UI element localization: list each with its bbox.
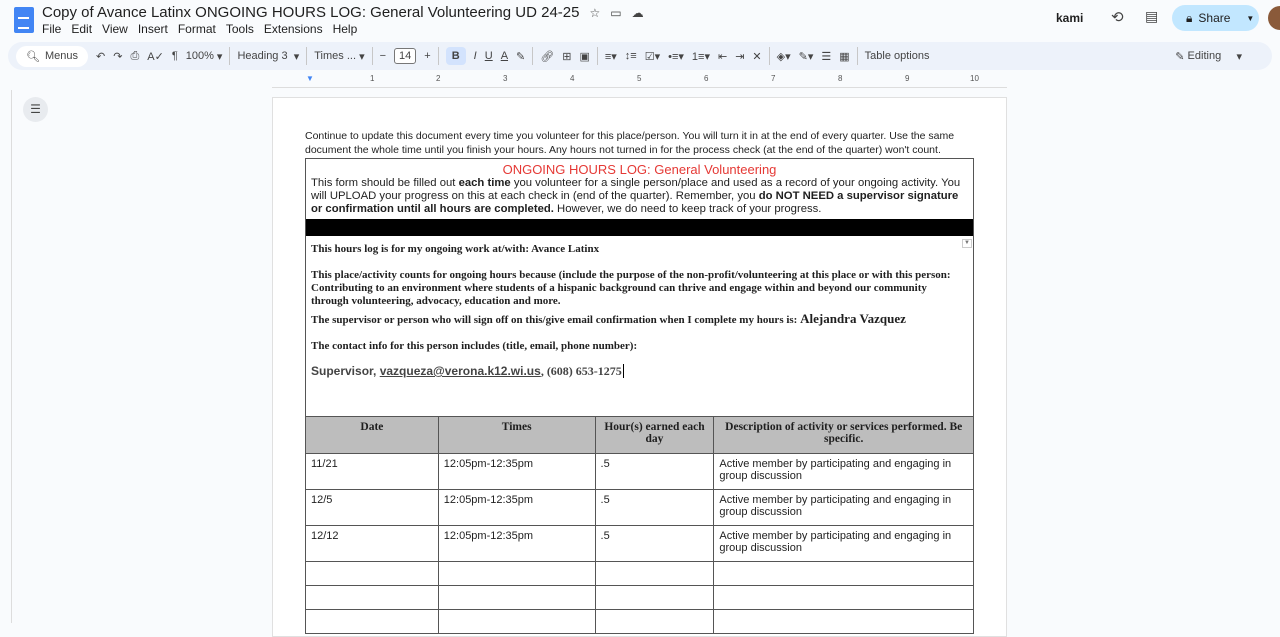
cell-description[interactable]: Active member by participating and engaging in group discussion bbox=[714, 454, 974, 490]
text: However, we do need to keep track of your progress. bbox=[553, 203, 822, 215]
increase-indent-icon[interactable]: ⇥ bbox=[735, 50, 745, 63]
header-times: Times bbox=[438, 417, 595, 454]
cell-empty[interactable] bbox=[595, 610, 714, 634]
underline-button[interactable]: U bbox=[484, 50, 493, 62]
text-color-button[interactable]: A bbox=[500, 50, 509, 62]
star-icon[interactable]: ☆ bbox=[589, 5, 601, 20]
cell-times[interactable]: 12:05pm-12:35pm bbox=[438, 490, 595, 526]
contact-info bbox=[306, 364, 973, 379]
menu-insert[interactable]: Insert bbox=[137, 22, 168, 36]
search-menus[interactable] bbox=[16, 46, 88, 67]
align-icon[interactable]: ≡▾ bbox=[604, 50, 617, 63]
cell-hours[interactable]: .5 bbox=[595, 490, 714, 526]
table-row-empty bbox=[306, 562, 974, 586]
cell-empty[interactable] bbox=[714, 610, 974, 634]
link-icon[interactable]: 🔗︎ bbox=[540, 50, 555, 63]
border-dash-icon[interactable]: ▦ bbox=[839, 50, 850, 63]
style-value: Heading 3 bbox=[237, 50, 288, 62]
cell-date[interactable]: 12/12 bbox=[306, 526, 439, 562]
ruler-tick: 8 bbox=[838, 74, 843, 83]
table-row bbox=[306, 490, 974, 526]
print-icon[interactable]: ⎙ bbox=[130, 49, 140, 62]
supervisor-name: Alejandra Vazquez bbox=[800, 311, 906, 326]
ruler-tick: 3 bbox=[503, 74, 508, 83]
border-color-icon[interactable]: ✎▾ bbox=[798, 50, 814, 63]
header-date: Date bbox=[306, 417, 439, 454]
share-dropdown-icon[interactable]: ▼ bbox=[1246, 13, 1255, 23]
menu-bar bbox=[42, 22, 367, 36]
search-icon: 🔍︎ bbox=[26, 50, 40, 63]
border-width-icon[interactable]: ☰ bbox=[821, 50, 832, 63]
decrease-font-size-button[interactable]: − bbox=[379, 50, 387, 62]
document-title[interactable]: Copy of Avance Latinx ONGOING HOURS LOG: General Volunteering UD 24-25 bbox=[42, 4, 580, 21]
indent-marker-icon[interactable]: ▼ bbox=[306, 74, 314, 83]
table-header-row bbox=[306, 417, 974, 454]
comment-add-icon[interactable]: ⊞ bbox=[562, 50, 572, 63]
divider-bar bbox=[306, 219, 973, 236]
version-history-icon[interactable]: ⟲ bbox=[1111, 9, 1124, 26]
cell-empty[interactable] bbox=[714, 562, 974, 586]
move-folder-icon[interactable]: ▭ bbox=[610, 5, 622, 20]
share-button[interactable] bbox=[1172, 5, 1259, 31]
editing-mode-select[interactable]: ✎ Editing ▾ bbox=[1175, 50, 1242, 63]
document-body bbox=[305, 158, 974, 634]
pencil-icon: ✎ bbox=[1175, 50, 1188, 63]
table-row-empty bbox=[306, 610, 974, 634]
cell-empty[interactable] bbox=[438, 610, 595, 634]
title-row bbox=[42, 4, 644, 21]
cell-times[interactable]: 12:05pm-12:35pm bbox=[438, 454, 595, 490]
contact-email-link[interactable]: vazqueza@verona.k12.wi.us bbox=[379, 364, 541, 378]
cell-empty[interactable] bbox=[306, 562, 439, 586]
menu-file[interactable]: File bbox=[42, 22, 62, 36]
zoom-select[interactable]: 100% ▾ bbox=[185, 50, 223, 63]
table-row bbox=[306, 454, 974, 490]
cell-date[interactable]: 11/21 bbox=[306, 454, 439, 490]
docs-logo-icon[interactable] bbox=[14, 7, 34, 33]
ruler-tick: 4 bbox=[570, 74, 575, 83]
menu-format[interactable]: Format bbox=[177, 22, 216, 36]
spellcheck-icon[interactable]: A✓ bbox=[147, 50, 164, 63]
clear-formatting-icon[interactable]: ✕ bbox=[752, 50, 762, 63]
contact-phone: , (608) 653-1275 bbox=[540, 364, 622, 378]
cell-empty[interactable] bbox=[306, 610, 439, 634]
info-box bbox=[305, 158, 974, 417]
mode-value: Editing bbox=[1187, 50, 1222, 62]
table-options-button[interactable]: Table options bbox=[864, 50, 930, 62]
instructions-paragraph bbox=[306, 177, 973, 216]
intro-text: Continue to update this document every time you volunteer for this place/person. You will turn it in at the end of every quarter. Use the same document the whole time until you finish your hours. Any hours not turned in for the process check (at the end of the quarter) won't count. bbox=[305, 130, 955, 156]
document-outline-icon[interactable]: ☰ bbox=[23, 97, 48, 122]
checklist-icon[interactable]: ☑▾ bbox=[644, 50, 661, 63]
highlight-icon[interactable]: ✎ bbox=[516, 50, 526, 63]
cell-hours[interactable]: .5 bbox=[595, 454, 714, 490]
ruler-tick: 9 bbox=[905, 74, 910, 83]
font-value: Times ... bbox=[314, 50, 357, 62]
ruler-tick: 7 bbox=[771, 74, 776, 83]
style-select[interactable]: Heading 3 ▾ bbox=[237, 50, 300, 63]
menu-help[interactable]: Help bbox=[332, 22, 358, 36]
cell-empty[interactable] bbox=[438, 562, 595, 586]
kami-button[interactable]: kami bbox=[1056, 11, 1084, 25]
menu-view[interactable]: View bbox=[102, 22, 128, 36]
cell-empty[interactable] bbox=[595, 586, 714, 610]
text: This form should be filled out bbox=[311, 177, 459, 189]
header-description: Description of activity or services performed. Be specific. bbox=[714, 417, 974, 454]
italic-button[interactable]: I bbox=[473, 50, 477, 62]
paint-format-icon[interactable]: ¶ bbox=[171, 50, 178, 62]
cell-description[interactable]: Active member by participating and engaging in group discussion bbox=[714, 526, 974, 562]
contact-title: Supervisor, bbox=[311, 364, 380, 378]
zoom-value: 100% bbox=[185, 50, 214, 62]
undo-icon[interactable]: ↶ bbox=[96, 50, 106, 63]
work-at-text: This hours log is for my ongoing work at/with: Avance Latinx bbox=[311, 243, 600, 255]
image-icon[interactable]: ▣ bbox=[579, 50, 590, 63]
cell-empty[interactable] bbox=[438, 586, 595, 610]
line-spacing-icon[interactable]: ↕≡ bbox=[624, 50, 637, 62]
ruler-tick: 10 bbox=[970, 74, 979, 83]
hours-table bbox=[305, 416, 974, 634]
menu-tools[interactable]: Tools bbox=[225, 22, 254, 36]
font-select[interactable]: Times ... ▾ bbox=[314, 50, 365, 63]
comments-icon[interactable]: ▤ bbox=[1145, 8, 1159, 24]
text-bold: each time bbox=[458, 177, 511, 189]
menu-extensions[interactable]: Extensions bbox=[263, 22, 323, 36]
cell-description[interactable]: Active member by participating and engaging in group discussion bbox=[714, 490, 974, 526]
cell-times[interactable]: 12:05pm-12:35pm bbox=[438, 526, 595, 562]
supervisor-line bbox=[306, 312, 973, 327]
contact-label: The contact info for this person includes (title, email, phone number): bbox=[311, 340, 638, 352]
ruler-tick: 5 bbox=[637, 74, 642, 83]
horizontal-ruler[interactable] bbox=[272, 74, 1007, 88]
cell-hours[interactable]: .5 bbox=[595, 526, 714, 562]
table-row bbox=[306, 526, 974, 562]
lock-icon: 🔒︎ bbox=[1186, 10, 1193, 25]
purpose-text: This place/activity counts for ongoing hours because (include the purpose of the non-profit/volunteering at this place or with this person: Contributing to an environment where students of a hispanic background can thrive and engage within and beyond our community through volunteering, advocacy, education and more. bbox=[311, 269, 951, 307]
text-cursor bbox=[623, 364, 624, 378]
share-label: Share bbox=[1198, 11, 1231, 25]
text: you volunteer for a single person/place and used as a record of your ongoing activity. You will UPLOAD your progress on this at each check in (end of the quarter). Remember, you bbox=[311, 177, 961, 202]
vertical-ruler[interactable] bbox=[0, 90, 12, 623]
decrease-indent-icon[interactable]: ⇤ bbox=[717, 50, 728, 63]
form-heading: ONGOING HOURS LOG: General Volunteering bbox=[502, 162, 777, 177]
cell-empty[interactable] bbox=[595, 562, 714, 586]
cell-empty[interactable] bbox=[306, 586, 439, 610]
search-label: Menus bbox=[44, 50, 78, 62]
ruler-tick: 2 bbox=[436, 74, 441, 83]
supervisor-label: The supervisor or person who will sign off on this/give email confirmation when I complete my hours is: bbox=[311, 314, 801, 326]
avatar[interactable] bbox=[1268, 6, 1280, 30]
bold-button[interactable]: B bbox=[446, 47, 466, 65]
table-row-empty bbox=[306, 586, 974, 610]
dropdown-arrow-icon[interactable]: ▼ bbox=[962, 239, 972, 248]
bullet-list-icon[interactable]: •≡▾ bbox=[668, 50, 684, 63]
font-size-input[interactable]: 14 bbox=[394, 48, 416, 64]
toolbar bbox=[8, 42, 1272, 70]
text-bold: do NOT NEED a supervisor signature or confirmation until all hours are completed. bbox=[311, 190, 959, 215]
menu-edit[interactable]: Edit bbox=[71, 22, 93, 36]
ruler-tick: 1 bbox=[370, 74, 375, 83]
numbered-list-icon[interactable]: 1≡▾ bbox=[691, 50, 710, 63]
increase-font-size-button[interactable]: + bbox=[424, 50, 431, 62]
ruler-tick: 6 bbox=[704, 74, 709, 83]
cell-background-icon[interactable]: ◈▾ bbox=[776, 50, 791, 63]
cell-date[interactable]: 12/5 bbox=[306, 490, 439, 526]
cloud-status-icon[interactable]: ☁ bbox=[631, 5, 644, 20]
redo-icon[interactable]: ↷ bbox=[113, 50, 123, 63]
header-hours: Hour(s) earned each day bbox=[595, 417, 714, 454]
cell-empty[interactable] bbox=[714, 586, 974, 610]
